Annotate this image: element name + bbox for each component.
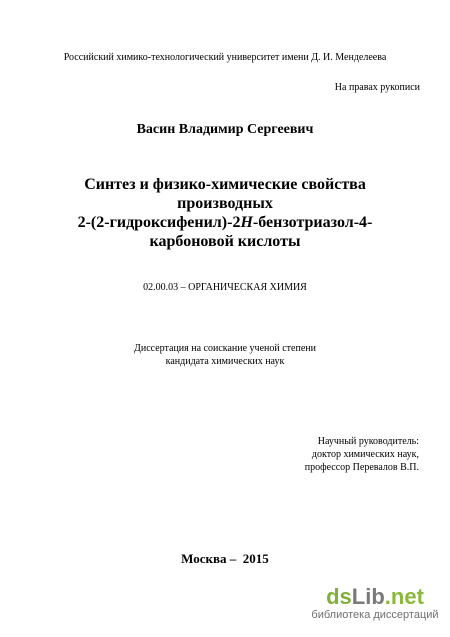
supervisor-line-2: доктор химических наук,: [311, 449, 419, 460]
title-line-2: производных: [177, 195, 273, 212]
supervisor-line-3: профессор Перевалов В.П.: [304, 462, 419, 473]
university-name: Российский химико-технологический университет имени Д. И. Менделеева: [63, 52, 387, 63]
degree-line-1: Диссертация на соискание ученой степени: [134, 343, 316, 354]
dissertation-title: [0, 175, 450, 251]
specialty-code: 02.00.03 – ОРГАНИЧЕСКАЯ ХИМИЯ: [143, 282, 307, 293]
title-line-4: карбоновой кислоты: [149, 233, 301, 250]
dslib-subtitle: библиотека диссертаций: [311, 609, 439, 621]
city-year: Москва – 2015: [181, 551, 269, 566]
degree-statement: [0, 342, 450, 368]
dslib-logo: dsLib.net: [326, 584, 424, 609]
title-line-1: Синтез и физико-химические свойства: [84, 176, 366, 193]
title-line-3-end: -бензотриазол-4-: [252, 214, 373, 231]
title-line-3-italic: H: [240, 214, 253, 231]
author-name: Васин Владимир Сергеевич: [136, 122, 314, 137]
manuscript-rights-note: На правах рукописи: [334, 82, 420, 93]
supervisor-block: [305, 435, 419, 474]
title-line-3-start: 2-(2-гидроксифенил)-2: [77, 214, 241, 231]
degree-line-2: кандидата химических наук: [165, 356, 285, 367]
dslib-watermark[interactable]: [310, 585, 440, 622]
title-line-3: [0, 213, 450, 232]
supervisor-line-1: Научный руководитель:: [317, 436, 419, 447]
